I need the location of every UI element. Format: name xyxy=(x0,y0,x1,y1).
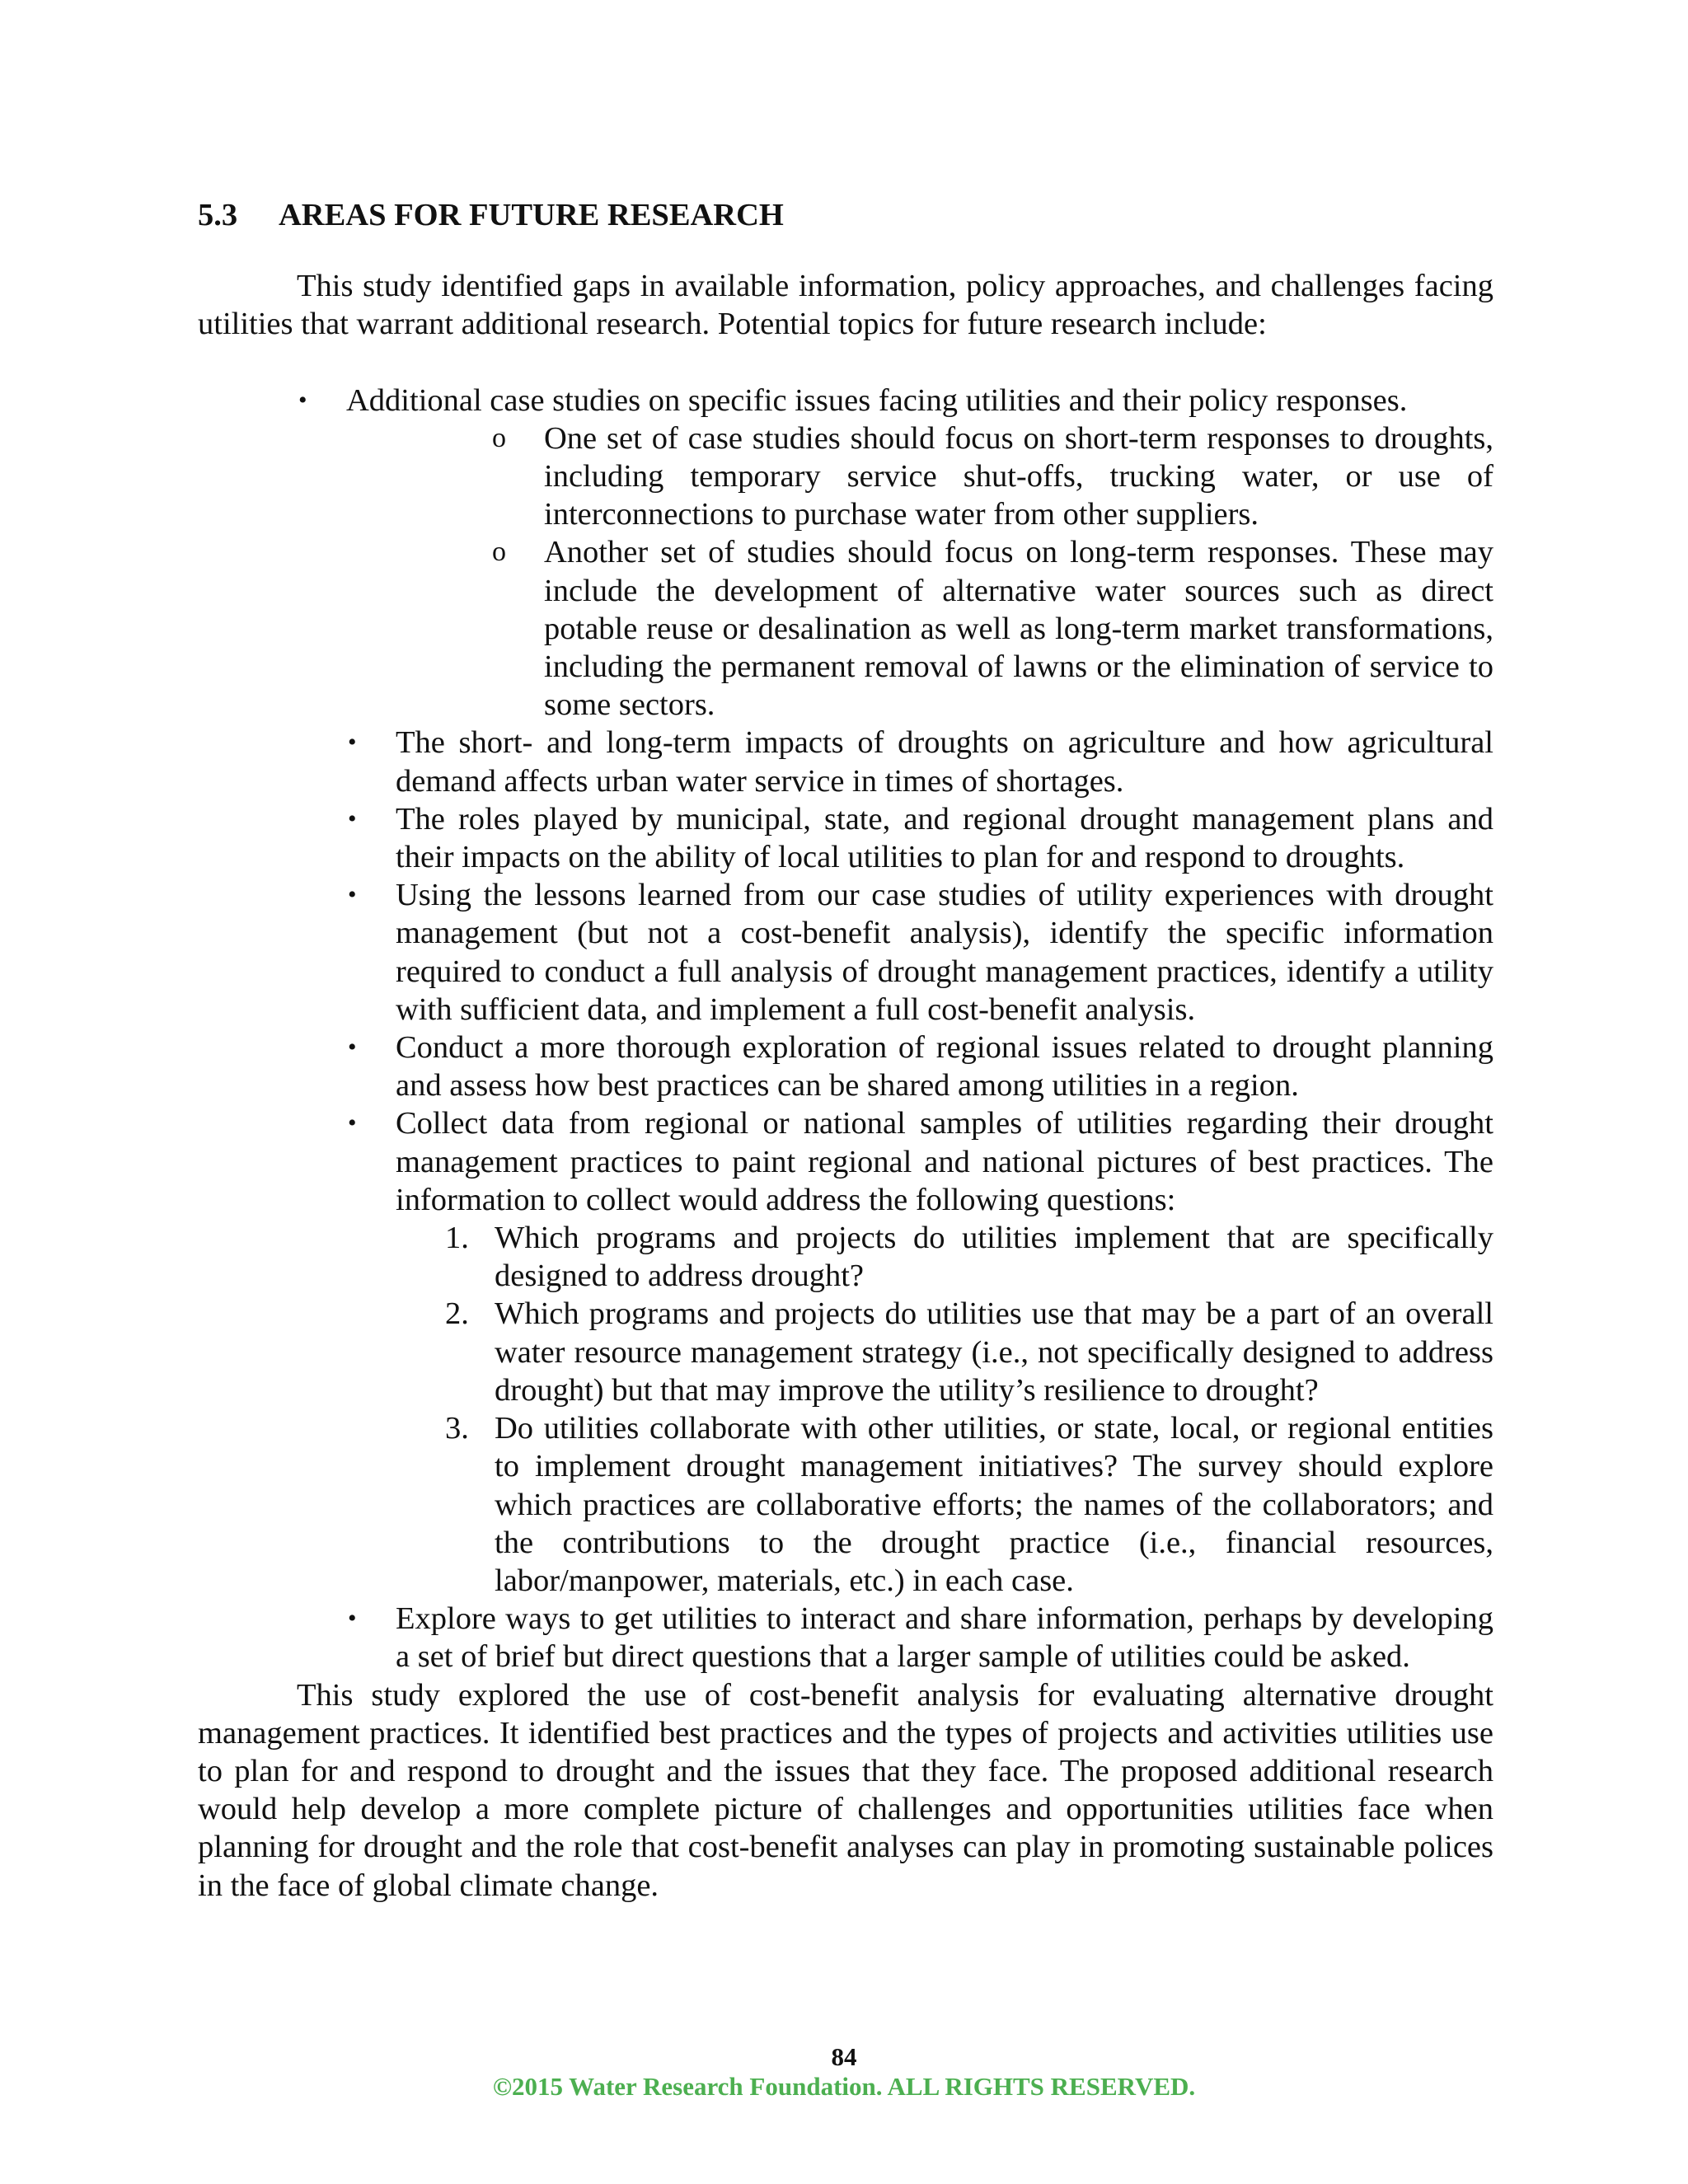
question-text: Do utilities collaborate with other utilities, or state, local, or regional entities to implement drought management initiatives? The survey should explore which practices are collaborative efforts; the names of the collaborators; and the contributions to the drought practice (i.e., financial resources, labor/manpower, materials, etc.) in each case. xyxy=(495,1411,1493,1598)
list-item-text: The roles played by municipal, state, and regional drought management plans and their impacts on the ability of local utilities to plan for and respond to droughts. xyxy=(396,801,1493,875)
page-content xyxy=(198,196,1493,1905)
section-number: 5.3 xyxy=(198,198,238,232)
bullet-icon: • xyxy=(348,881,357,909)
bullet-icon: • xyxy=(348,729,357,757)
question-item xyxy=(396,1409,1493,1600)
question-number: 3. xyxy=(445,1411,469,1446)
bullet-icon: • xyxy=(348,1033,357,1062)
closing-paragraph: This study explored the use of cost-benefit analysis for evaluating alternative drought management practices. It identified best practices and the types of projects and activities utilities use to plan for and respond to drought and the issues that they face. The proposed additional research would help develop a more complete picture of challenges and opportunities utilities face when planning for drought and the role that cost-benefit analyses can play in promoting sustainable polices in the face of global climate change. xyxy=(198,1677,1493,1903)
sub-list-item-text: Another set of studies should focus on long-term responses. These may include the development of alternative water sources such as direct potable reuse or desalination as well as long-term market transformations, including the permanent removal of lawns or the elimination of service to some sectors. xyxy=(544,535,1493,723)
list-item-agriculture xyxy=(198,724,1493,799)
list-item-share-information xyxy=(198,1600,1493,1675)
bullet-icon: • xyxy=(348,804,357,832)
list-item-text: Using the lessons learned from our case studies of utility experiences with drought management (but not a cost-benefit analysis), identify the specific information required to conduct a full analysis of drought management practices, identify a utility with sufficient data, and implement a full cost-benefit analysis. xyxy=(396,878,1493,1027)
list-item-text: Collect data from regional or national samples of utilities regarding their drought management practices to paint regional and national pictures of best practices. The information to collect would address the following questions: xyxy=(396,1106,1493,1217)
list-item-collect-data xyxy=(198,1104,1493,1600)
bullet-icon: • xyxy=(298,386,307,414)
circle-bullet-icon: o xyxy=(492,537,506,568)
sub-list-item xyxy=(297,533,1493,724)
list-item-case-studies xyxy=(198,382,1493,724)
list-item-management-plans xyxy=(198,800,1493,876)
bullet-icon: • xyxy=(348,1109,357,1137)
research-topics-list xyxy=(198,382,1493,1676)
list-item-text: Conduct a more thorough exploration of regional issues related to drought planning and assess how best practices can be shared among utilities in a region. xyxy=(396,1030,1493,1104)
question-text: Which programs and projects do utilities use that may be a part of an overall water resource management strategy (i.e., not specifically designed to address drought) but that may improve the utility’s resilience to drought? xyxy=(495,1296,1493,1408)
section-title: AREAS FOR FUTURE RESEARCH xyxy=(279,198,784,232)
list-item-text: Additional case studies on specific issues facing utilities and their policy responses. xyxy=(346,382,1408,418)
copyright-notice: ©2015 Water Research Foundation. ALL RIGHTS RESERVED. xyxy=(492,2072,1196,2101)
question-text: Which programs and projects do utilities implement that are specifically designed to address drought? xyxy=(495,1221,1493,1294)
intro-paragraph: This study identified gaps in available information, policy approaches, and challenges facing utilities that warrant additional research. Potential topics for future research include: xyxy=(198,269,1493,342)
list-item-regional-issues xyxy=(198,1029,1493,1104)
bullet-icon: • xyxy=(348,1605,357,1633)
question-number: 1. xyxy=(445,1221,469,1256)
list-item-text: The short- and long-term impacts of droughts on agriculture and how agricultural demand affects urban water service in times of shortages. xyxy=(396,725,1493,799)
questions-list xyxy=(396,1219,1493,1600)
list-item-text: Explore ways to get utilities to interact and share information, perhaps by developing a set of brief but direct questions that a larger sample of utilities could be asked. xyxy=(396,1601,1493,1675)
circle-bullet-icon: o xyxy=(492,422,506,453)
question-number: 2. xyxy=(445,1296,469,1332)
list-item-cost-benefit xyxy=(198,876,1493,1029)
sub-list-item-text: One set of case studies should focus on short-term responses to droughts, including temporary service shut-offs, trucking water, or use of interconnections to purchase water from other suppliers. xyxy=(544,420,1493,532)
sub-list-item xyxy=(297,419,1493,534)
section-heading xyxy=(198,196,1493,234)
page-number: 84 xyxy=(831,2042,857,2071)
question-item xyxy=(396,1295,1493,1409)
question-item xyxy=(396,1219,1493,1295)
sub-list xyxy=(297,419,1493,724)
